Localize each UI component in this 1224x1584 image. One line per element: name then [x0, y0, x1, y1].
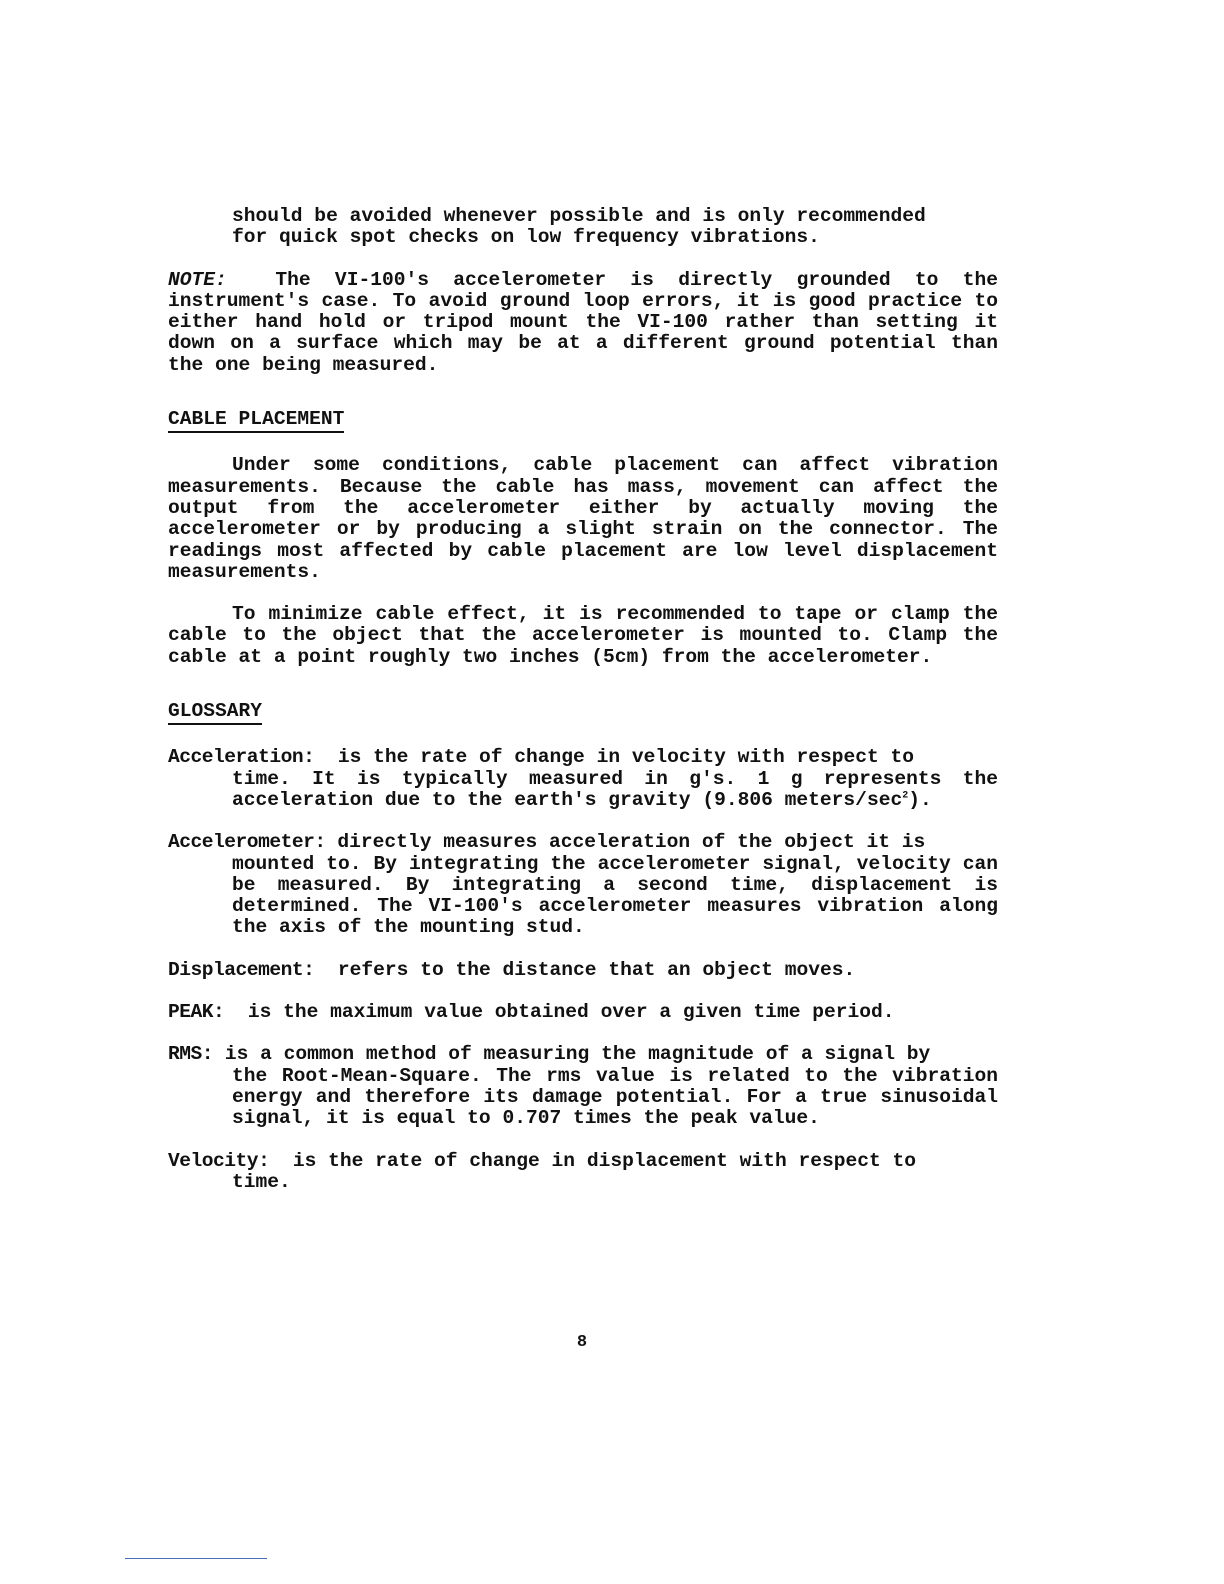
glossary-definition-first: is the maximum value obtained over a given time period.: [247, 1001, 895, 1024]
glossary-entry-accelerometer: [168, 832, 998, 938]
continued-line-2: for quick spot checks on low frequency vibrations.: [232, 226, 820, 249]
note-paragraph: [168, 270, 998, 376]
glossary-term: Acceleration:: [168, 746, 315, 769]
footnote-rule: [125, 1558, 267, 1559]
definition-text: time. It is typically measured in g's. 1 g represents the acceleration due to the earth's gravity (9.806 meters/sec: [232, 767, 998, 811]
glossary-term: PEAK:: [168, 1001, 225, 1024]
glossary-definition-first: directly measures acceleration of the object it is: [337, 831, 926, 854]
glossary-definition-first: is the rate of change in displacement with respect to: [292, 1149, 917, 1172]
glossary-term: Displacement:: [168, 958, 315, 981]
glossary-definition-rest: [168, 769, 998, 812]
section-heading-cable-placement: CABLE PLACEMENT: [168, 409, 344, 433]
superscript: 2: [902, 790, 909, 802]
definition-tail: ).: [908, 788, 932, 811]
glossary-definition-first: is the rate of change in velocity with respect to: [337, 746, 915, 769]
note-text: The VI-100's accelerometer is directly grounded to the instrument's case. To avoid ground loop errors, it is good practice to either hand hold or tripod mount the VI-100 rather than setting it down on a surface which may be at a different ground potential than the one being measured.: [168, 268, 998, 376]
glossary-entry-rms: [168, 1044, 998, 1129]
glossary-entry-acceleration: [168, 747, 998, 811]
section-heading-glossary: GLOSSARY: [168, 701, 262, 725]
cable-paragraph-2: To minimize cable effect, it is recommended to tape or clamp the cable to the object that the accelerometer is mounted to. Clamp the cable at a point roughly two inches (5cm) from the accelerometer.: [168, 603, 998, 668]
glossary-term: Velocity:: [168, 1149, 270, 1172]
cable-paragraph-1: Under some conditions, cable placement can affect vibration measurements. Because the cable has mass, movement can affect the output from the accelerometer either by actually moving the accelerometer or by producing a slight strain on the connector. The readings most affected by cable placement are low level displacement measurements.: [168, 454, 998, 583]
glossary-term: RMS:: [168, 1043, 214, 1066]
glossary-definition-rest: time.: [232, 1170, 291, 1193]
continued-paragraph: [168, 206, 998, 249]
glossary-definition-first: refers to the distance that an object moves.: [337, 958, 856, 981]
glossary-entry-peak: [168, 1002, 998, 1023]
glossary-definition-rest: the Root-Mean-Square. The rms value is related to the vibration energy and therefore its damage potential. For a true sinusoidal signal, it is equal to 0.707 times the peak value.: [232, 1064, 998, 1130]
note-label: NOTE:: [168, 268, 227, 291]
document-page: [168, 206, 998, 1214]
page-number: 8: [576, 1333, 588, 1352]
glossary-term: Accelerometer:: [168, 831, 326, 854]
continued-line-1: should be avoided whenever possible and is only recommended: [232, 205, 926, 227]
glossary-definition-first: is a common method of measuring the magnitude of a signal by: [224, 1043, 931, 1066]
glossary-entry-displacement: [168, 960, 998, 981]
glossary-definition-rest: mounted to. By integrating the accelerometer signal, velocity can be measured. By integrating a second time, displacement is determined. The VI-100's accelerometer measures vibration along the axis of the mounting stud.: [232, 852, 998, 939]
glossary-entry-velocity: [168, 1151, 998, 1194]
